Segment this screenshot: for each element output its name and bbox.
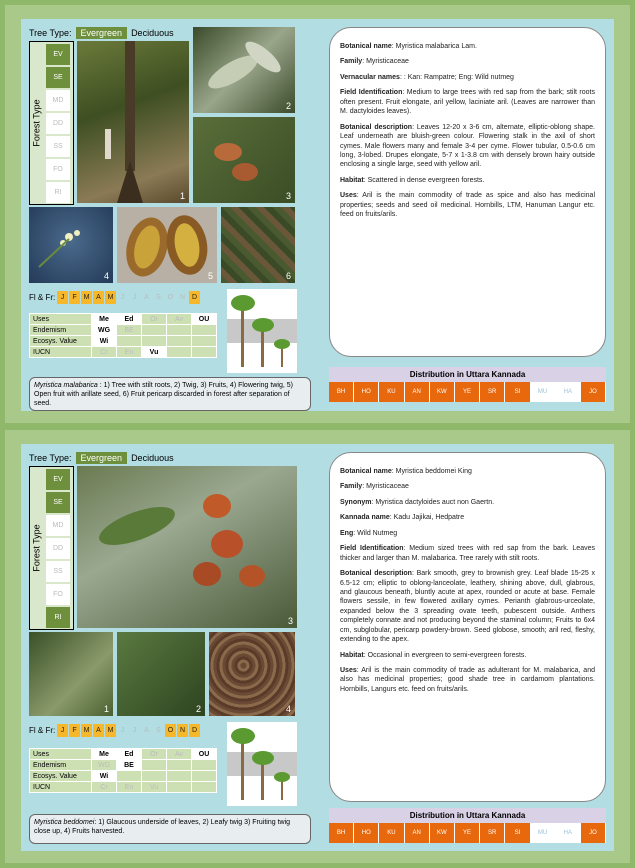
forest-type-fo: FO — [46, 584, 70, 605]
month-cell: A — [93, 724, 104, 737]
attribute-row — [30, 749, 217, 760]
description-value: : Aril is the main commodity of trade as spice and also has medicinal properties; seeds and seed oil medicinal. Hornbills, LTM, Hanuman Langur etc. feed on fruits/arils. — [340, 192, 595, 219]
attribute-value: Or — [142, 749, 167, 760]
attribute-value: WG — [92, 760, 117, 771]
attribute-value: OU — [192, 314, 217, 325]
distribution-panel — [329, 808, 606, 843]
description-paragraph — [340, 176, 595, 185]
attribute-empty — [192, 347, 217, 358]
description-paragraph — [340, 544, 595, 563]
attribute-value: OU — [192, 749, 217, 760]
description-value: : Leaves 12-20 x 3-6 cm, alternate, elliptic-oblong shape. Leaf underneath are bluish-green colour. Flowering stalk in the axil of short cymes. Male flowers many and female 3-4 per cyme. Flower tubular, 0.5-0.6 cm long, 3-lobed. Drupes elongate, 5-7 x 1-3.8 cm with densely brown hairy outside enclosing a single large, seed with yellow aril. — [340, 123, 595, 169]
attribute-empty — [192, 760, 217, 771]
description-key: Botanical name — [340, 43, 392, 50]
forest-type-dd: DD — [46, 113, 70, 134]
attribute-value: BE — [117, 325, 142, 336]
distribution-cell-si: SI — [505, 382, 530, 402]
legend-species: Myristica beddomei — [34, 819, 95, 826]
attribute-empty — [192, 771, 217, 782]
attribute-empty — [142, 760, 167, 771]
legend-species: Myristica malabarica — [34, 382, 98, 389]
description-value: : Occasional in evergreen to semi-evergreen forests. — [363, 651, 527, 659]
description-key: Botanical description — [340, 570, 412, 578]
photo-flowering-twig — [29, 207, 113, 283]
distribution-cell-ho: HO — [354, 382, 379, 402]
month-cell: M — [81, 291, 92, 304]
attribute-table — [29, 313, 217, 358]
description-value: : Scattered in dense evergreen forests. — [363, 176, 485, 184]
photo-leafy-twig — [117, 632, 205, 716]
attribute-label: Endemism — [30, 760, 92, 771]
forest-type-ss: SS — [46, 136, 70, 157]
description-key: Uses — [340, 667, 357, 674]
attribute-row — [30, 760, 217, 771]
month-cell: N — [177, 724, 188, 737]
forest-type-se: SE — [46, 492, 70, 513]
photo-twig — [193, 27, 295, 113]
attribute-label: Ecosys. Value — [30, 771, 92, 782]
photo-fruiting-twig — [77, 466, 297, 628]
distribution-cell-mu: MU — [531, 382, 556, 402]
deciduous-tag: Deciduous — [131, 28, 174, 38]
description-paragraph — [340, 191, 595, 219]
attribute-value: Or — [142, 314, 167, 325]
attribute-label: Uses — [30, 314, 92, 325]
description-paragraph — [340, 73, 595, 82]
forest-type-box — [29, 466, 74, 630]
tree-type-row — [29, 452, 174, 464]
description-value: : Wild Nutmeg — [353, 529, 398, 537]
photo-number: 3 — [287, 616, 293, 626]
photo-glaucous-leaves — [29, 632, 113, 716]
attribute-value: Av — [167, 749, 192, 760]
distribution-cell-sr: SR — [480, 382, 505, 402]
attribute-value: BE — [117, 760, 142, 771]
attribute-empty — [142, 336, 167, 347]
left-column — [29, 452, 315, 843]
attribute-empty — [167, 336, 192, 347]
tree-type-label: Tree Type: — [29, 453, 72, 463]
photo-open-fruit — [117, 207, 217, 283]
month-cell: F — [69, 724, 80, 737]
month-cell: M — [105, 724, 116, 737]
attribute-empty — [117, 336, 142, 347]
distribution-title: Distribution in Uttara Kannada — [329, 367, 606, 382]
attribute-value: Me — [92, 749, 117, 760]
description-paragraph — [340, 529, 595, 538]
description-paragraph — [340, 513, 595, 522]
forest-type-se: SE — [46, 67, 70, 88]
distribution-cell-ku: KU — [379, 823, 404, 843]
attribute-empty — [167, 347, 192, 358]
tree-profile-illustration — [227, 722, 297, 806]
month-cell: J — [120, 294, 125, 301]
description-key: Habitat — [340, 176, 364, 184]
figure-legend — [29, 814, 311, 844]
distribution-cell-an: AN — [405, 382, 430, 402]
month-cell: N — [179, 294, 186, 301]
photo-number: 4 — [103, 271, 109, 281]
photo-tree-stilt-roots — [77, 41, 189, 203]
photo-number: 2 — [285, 101, 291, 111]
month-cell: O — [165, 724, 176, 737]
month-cell: J — [120, 727, 125, 734]
forest-type-md: MD — [46, 90, 70, 111]
distribution-title: Distribution in Uttara Kannada — [329, 808, 606, 823]
month-cell: O — [167, 294, 174, 301]
description-key: Botanical name — [340, 468, 392, 475]
card-body — [21, 444, 614, 851]
month-cell: F — [69, 291, 80, 304]
attribute-row — [30, 771, 217, 782]
description-paragraph — [340, 123, 595, 170]
evergreen-tag: Evergreen — [76, 27, 128, 39]
month-cell: A — [144, 727, 149, 734]
month-cell: M — [81, 724, 92, 737]
attribute-value: Wi — [92, 771, 117, 782]
attribute-empty — [192, 336, 217, 347]
month-cell: J — [132, 727, 137, 734]
attribute-value: En — [117, 347, 142, 358]
month-cell: A — [144, 294, 149, 301]
description-key: Botanical description — [340, 123, 413, 131]
attribute-empty — [192, 325, 217, 336]
species-card-2 — [5, 430, 630, 863]
attribute-value: Ed — [117, 314, 142, 325]
description-value: : Myristicaceae — [362, 58, 409, 66]
forest-type-fo: FO — [46, 159, 70, 180]
forest-type-ev: EV — [46, 44, 70, 65]
attribute-row — [30, 347, 217, 358]
card-body — [21, 19, 614, 411]
distribution-cell-ho: HO — [354, 823, 379, 843]
description-value: : : Kan: Rampatre; Eng: Wild nutmeg — [399, 73, 514, 81]
attribute-label: Endemism — [30, 325, 92, 336]
evergreen-tag: Evergreen — [76, 452, 128, 464]
attribute-value: Me — [92, 314, 117, 325]
description-key: Kannada name — [340, 514, 390, 522]
month-cell: D — [189, 724, 200, 737]
attribute-empty — [117, 771, 142, 782]
tree-type-row — [29, 27, 174, 39]
distribution-cell-bh: BH — [329, 382, 354, 402]
attribute-label: IUCN — [30, 347, 92, 358]
distribution-cell-mu: MU — [531, 823, 556, 843]
month-cell: S — [156, 727, 161, 734]
description-paragraph — [340, 88, 595, 116]
distribution-cell-an: AN — [405, 823, 430, 843]
description-value: : Aril is the main commodity of trade as adulterant for M. malabarica, and also has medicinal properties; good shade tree in cardamom plantations. Hornbills, Langurs etc. feed on fruits/arils. — [340, 667, 595, 693]
forest-type-ss: SS — [46, 561, 70, 582]
attribute-row — [30, 314, 217, 325]
month-cell: J — [57, 291, 68, 304]
flfr-label: Fl & Fr: — [29, 293, 56, 302]
attribute-row — [30, 782, 217, 793]
photo-number: 1 — [103, 704, 109, 714]
description-paragraph — [340, 498, 595, 507]
month-cell: J — [132, 294, 137, 301]
attribute-label: Uses — [30, 749, 92, 760]
description-key: Field Identification — [340, 89, 403, 97]
distribution-cell-ye: YE — [455, 382, 480, 402]
forest-type-ev: EV — [46, 469, 70, 490]
month-cell: M — [105, 291, 116, 304]
distribution-cell-jo: JO — [581, 823, 606, 843]
description-paragraph — [340, 42, 595, 51]
attribute-value: En — [117, 782, 142, 793]
right-column — [329, 452, 606, 843]
description-value: : Bark smooth, grey to brownish grey. Leaf blade 15-25 x 6.5-12 cm; elliptic to oblong-lanceolate, leathery, shining above, dull, glabrous, and glaucous beneath, bluntly acute at apex, rounded or acute at base. Female flowers sessile, in few flowered axillary cymes. Perianth glabrous-urceolate, expanded below the 3 spreading ovate teeth, pubescent outside. Anthers completely connate and not producing beyond the staminal column; Fruits to 6x4 cm, subglobular, pericarp powdery-brown. Seed globose, smooth; aril red, fleshy, extending to the apex. — [340, 570, 595, 644]
photo-number: 1 — [179, 191, 185, 201]
month-cell: J — [57, 724, 68, 737]
photo-number: 2 — [195, 704, 201, 714]
attribute-label: Ecosys. Value — [30, 336, 92, 347]
photo-fruit-pericarp — [221, 207, 295, 283]
photo-number: 3 — [285, 191, 291, 201]
right-column — [329, 27, 606, 403]
attribute-empty — [167, 760, 192, 771]
attribute-value: Av — [167, 314, 192, 325]
distribution-cell-kw: KW — [430, 382, 455, 402]
distribution-cell-sr: SR — [480, 823, 505, 843]
forest-type-dd: DD — [46, 538, 70, 559]
description-value: : Myristicaceae — [362, 483, 409, 491]
description-paragraph — [340, 57, 595, 66]
attribute-empty — [192, 782, 217, 793]
distribution-cell-ku: KU — [379, 382, 404, 402]
forest-type-title: Forest Type — [32, 99, 43, 147]
description-key: Eng — [340, 529, 354, 537]
month-cell: D — [189, 291, 200, 304]
species-description — [329, 452, 606, 802]
attribute-empty — [167, 782, 192, 793]
description-key: Field Identification — [340, 545, 404, 553]
attribute-empty — [167, 325, 192, 336]
distribution-row — [329, 382, 606, 402]
attribute-value: Vu — [142, 782, 167, 793]
forest-type-title: Forest Type — [32, 524, 43, 572]
photo-number: 6 — [285, 271, 291, 281]
description-key: Family — [340, 483, 363, 491]
flowering-fruiting-row — [29, 291, 201, 304]
tree-type-label: Tree Type: — [29, 28, 72, 38]
distribution-panel — [329, 367, 606, 402]
attribute-empty — [167, 771, 192, 782]
distribution-cell-ye: YE — [455, 823, 480, 843]
attribute-value: Cr — [92, 347, 117, 358]
distribution-cell-si: SI — [505, 823, 530, 843]
species-card-1 — [5, 5, 630, 423]
description-key: Habitat — [340, 651, 364, 659]
legend-text: : 1) Tree with stilt roots, 2) Twig, 3) Fruits, 4) Flowering twig, 5) Open fruit with arillate seed, 6) Fruit pericarp discarded in forest after separation of seed. — [34, 382, 293, 408]
description-value: : Medium sized trees with red sap from the bark. Leaves thicker and larger than M. malabarica. Tree rarely with stilt roots. — [340, 545, 595, 562]
distribution-cell-jo: JO — [581, 382, 606, 402]
description-value: : Myristica beddomei King — [391, 468, 472, 475]
description-key: Family — [340, 58, 363, 66]
photo-fruits — [193, 117, 295, 203]
distribution-cell-kw: KW — [430, 823, 455, 843]
forest-type-box — [29, 41, 74, 205]
description-paragraph — [340, 651, 595, 660]
left-column — [29, 27, 315, 408]
attribute-label: IUCN — [30, 782, 92, 793]
distribution-cell-ha: HA — [556, 382, 581, 402]
attribute-value: WG — [92, 325, 117, 336]
attribute-value: Cr — [92, 782, 117, 793]
deciduous-tag: Deciduous — [131, 453, 174, 463]
attribute-table — [29, 748, 217, 793]
description-paragraph — [340, 569, 595, 645]
distribution-cell-ha: HA — [556, 823, 581, 843]
description-value: : Myristica dactyloides auct non Gaertn. — [371, 498, 495, 506]
photo-number: 5 — [207, 271, 213, 281]
attribute-empty — [142, 771, 167, 782]
species-description — [329, 27, 606, 357]
forest-type-ri: RI — [46, 607, 70, 628]
figure-legend — [29, 377, 311, 411]
month-cell: S — [156, 294, 161, 301]
distribution-cell-bh: BH — [329, 823, 354, 843]
description-key: Uses — [340, 192, 357, 200]
description-paragraph — [340, 467, 595, 476]
legend-text: : 1) Glaucous underside of leaves, 2) Leafy twig 3) Fruiting twig close up, 4) Fruits harvested. — [34, 819, 291, 836]
flowering-fruiting-row — [29, 724, 201, 737]
distribution-row — [329, 823, 606, 843]
description-value: : Myristica malabarica Lam. — [391, 43, 477, 50]
month-cell: A — [93, 291, 104, 304]
attribute-value: Vu — [142, 347, 167, 358]
flfr-label: Fl & Fr: — [29, 726, 56, 735]
attribute-value: Wi — [92, 336, 117, 347]
description-value: : Kadu Jajikai, Hedpatre — [389, 514, 465, 522]
description-paragraph — [340, 482, 595, 491]
tree-profile-illustration — [227, 289, 297, 373]
description-key: Synonym — [340, 498, 372, 506]
description-key: Vernacular names — [340, 73, 400, 81]
attribute-row — [30, 336, 217, 347]
attribute-row — [30, 325, 217, 336]
forest-type-md: MD — [46, 515, 70, 536]
attribute-empty — [142, 325, 167, 336]
description-paragraph — [340, 666, 595, 694]
description-value: : Medium to large trees with red sap from the bark; stilt roots often present. Fruit elongate, aril yellow, laciniate aril. (Leaves are narrower than M. dactyloides leaves). — [340, 89, 595, 116]
photo-harvested-fruits — [209, 632, 295, 716]
forest-type-ri: RI — [46, 182, 70, 203]
photo-number: 4 — [285, 704, 291, 714]
attribute-value: Ed — [117, 749, 142, 760]
